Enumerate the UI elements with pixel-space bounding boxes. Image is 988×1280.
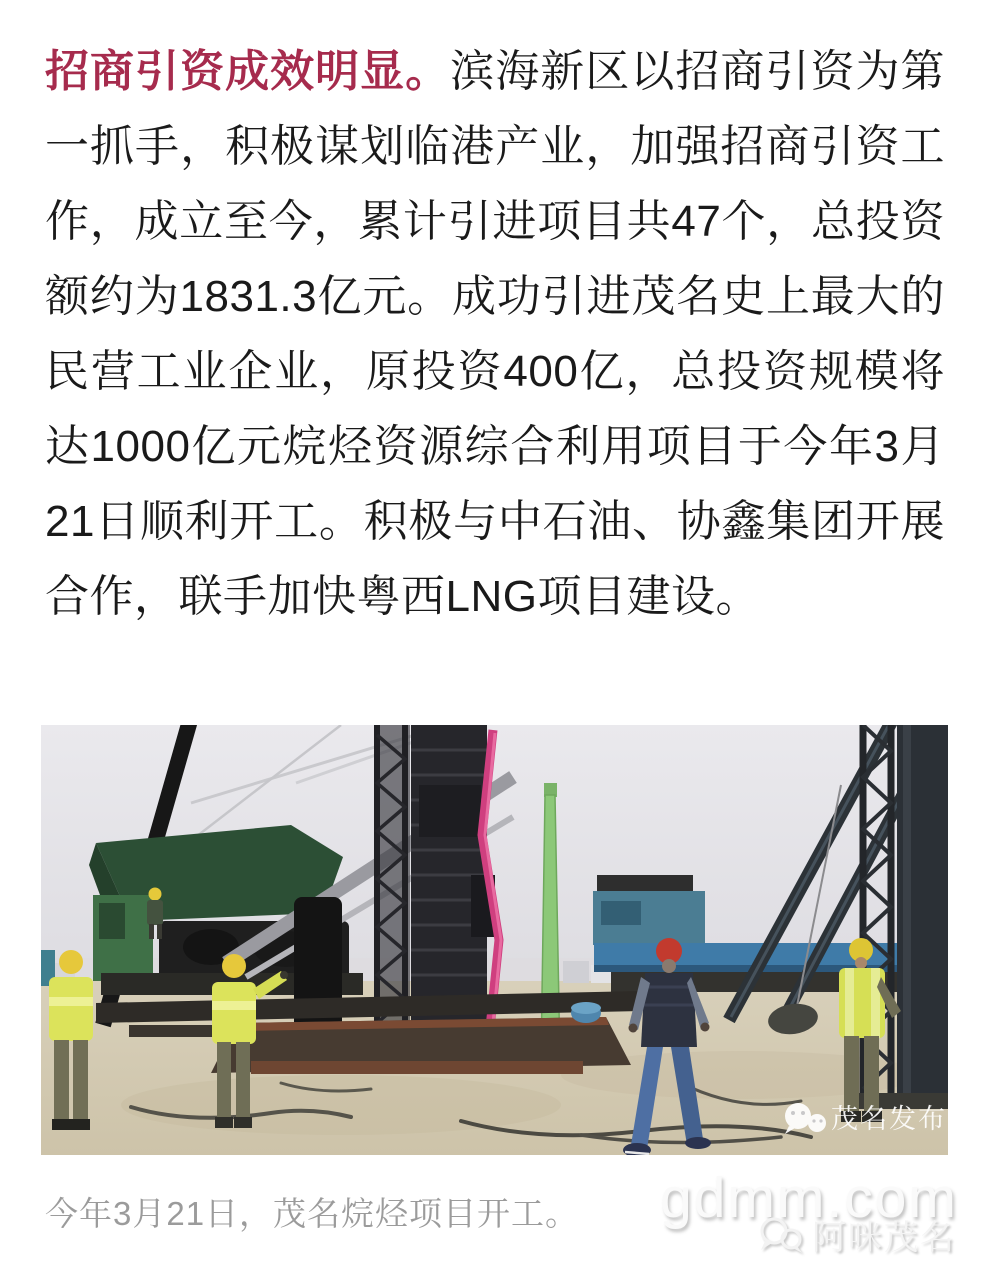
- paragraph-lead-text: 招商引资成效明显。: [45, 47, 451, 96]
- caption-row: [45, 1193, 745, 1235]
- construction-photo[interactable]: [41, 725, 948, 1155]
- photo-watermark-text: 茂名发布: [831, 1104, 947, 1134]
- blue-drum: [571, 1002, 601, 1023]
- photo-caption: 今年3月21日，茂名烷烃项目开工。: [45, 1195, 580, 1232]
- paragraph-body-text: 滨海新区以招商引资为第一抓手，积极谋划临港产业，加强招商引资工作，成立至今，累计引进项目共47个，总投资额约为1831.3亿元。成功引进茂名史上最大的民营工业企业，原投资400亿，总投资规模将达1000亿元烷烃资源综合利用项目于今年3月21日顺利开工。积极与中石油、协鑫集团开展合作，联手加快粤西LNG项目建设。: [45, 47, 946, 621]
- article-paragraph: [45, 34, 945, 634]
- site-watermark-account: 阿咪茂名: [812, 1219, 956, 1257]
- wechat-bubbles-icon: [754, 1215, 806, 1255]
- construction-photo-illustration: [41, 725, 948, 1155]
- site-watermark-domain: gdmm.com: [660, 1166, 958, 1230]
